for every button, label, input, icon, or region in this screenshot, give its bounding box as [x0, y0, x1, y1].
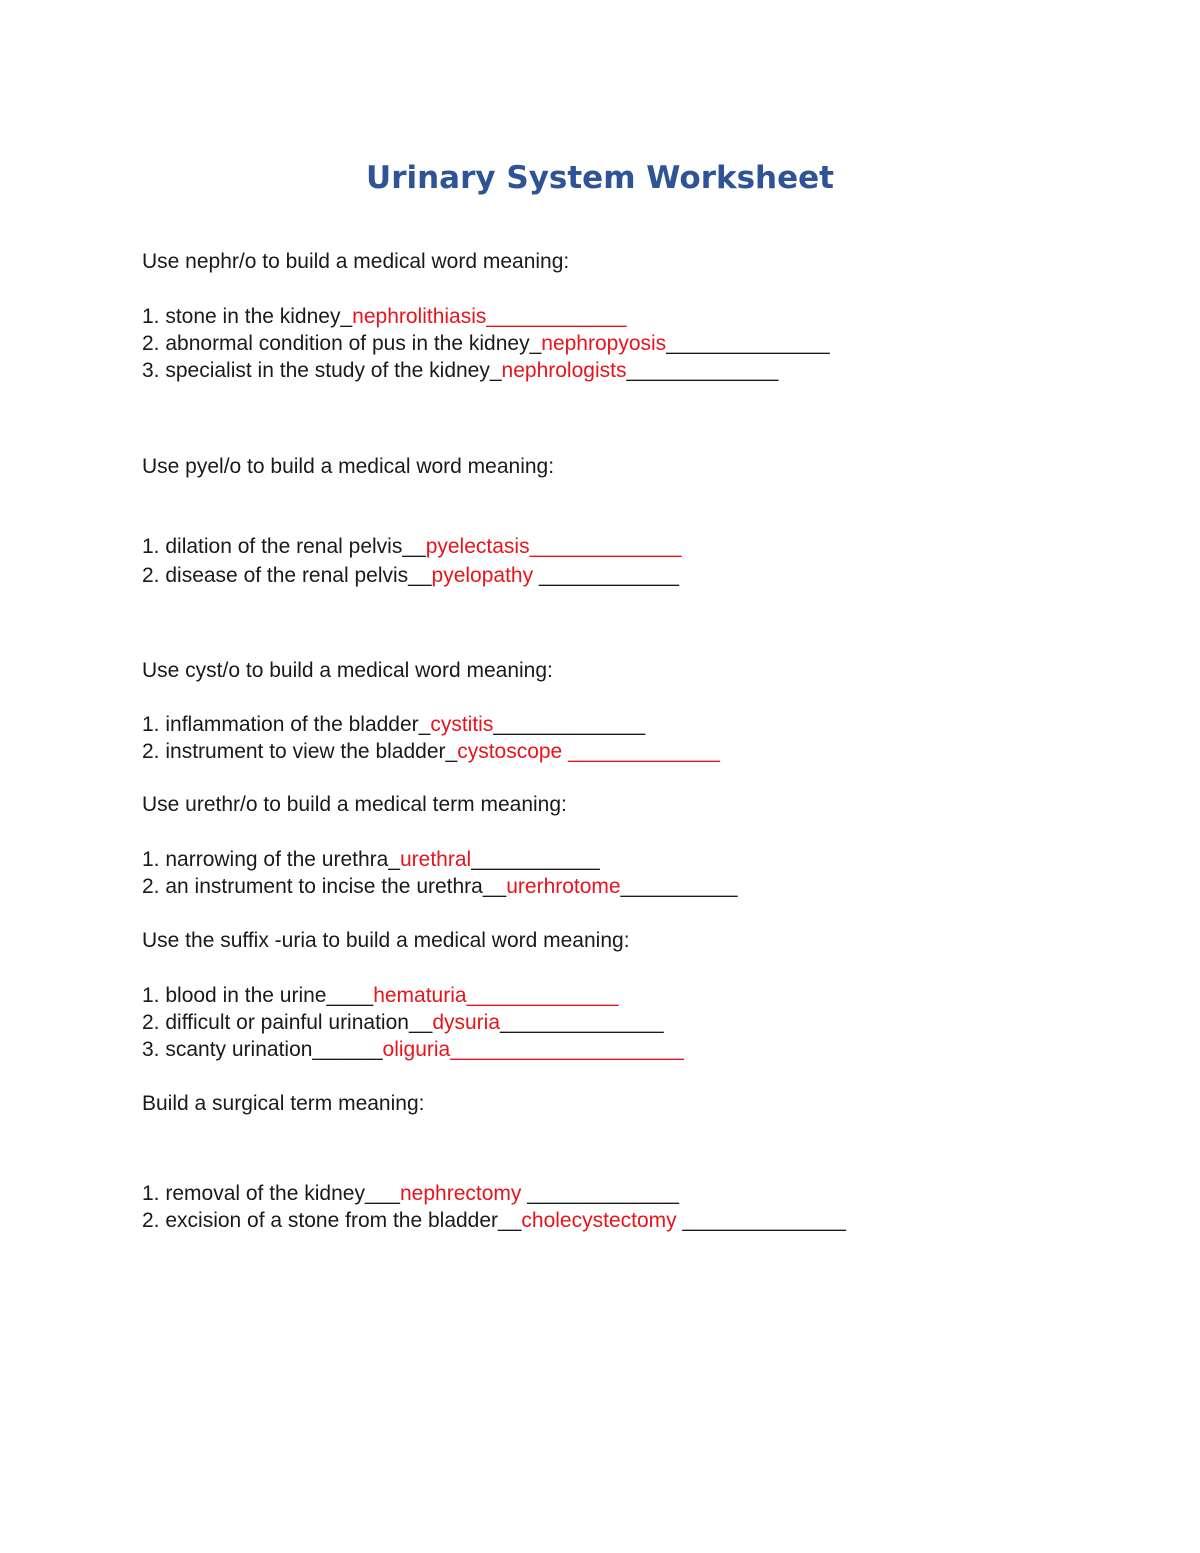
answer-text: cystitis — [430, 713, 494, 736]
answer-blank: ___________ — [471, 848, 600, 871]
answer-text: pyelectasis_____________ — [425, 535, 682, 558]
list-item — [142, 331, 830, 357]
answer-text: hematuria_____________ — [373, 984, 619, 1007]
answer-blank: ____________ — [533, 564, 680, 587]
answer-blank: __________ — [620, 875, 738, 898]
list-item — [142, 874, 737, 900]
item-text: 2. disease of the renal pelvis__ — [142, 564, 432, 587]
list-item — [142, 563, 679, 589]
list-item — [142, 358, 778, 384]
list-item — [142, 983, 618, 1009]
answer-blank: _____________ — [493, 713, 646, 736]
section-heading: Build a surgical term meaning: — [142, 1092, 425, 1115]
item-text: 1. blood in the urine____ — [142, 984, 374, 1007]
list-item — [142, 1181, 679, 1207]
answer-blank: ______________ — [676, 1209, 846, 1232]
section-heading: Use urethr/o to build a medical term meaning: — [142, 793, 567, 816]
answer-blank: ____________ — [486, 305, 627, 328]
list-item — [142, 739, 720, 765]
list-item — [142, 534, 681, 560]
answer-text: nephrectomy — [400, 1182, 522, 1205]
answer-text: dysuria — [432, 1011, 501, 1034]
item-text: 2. an instrument to incise the urethra__ — [142, 875, 507, 898]
answer-text: nephrologists — [501, 359, 627, 382]
section-heading: Use cyst/o to build a medical word meaning: — [142, 659, 553, 682]
section-heading: Use nephr/o to build a medical word meaning: — [142, 250, 570, 273]
answer-blank: _____________ — [521, 1182, 680, 1205]
item-text: 1. narrowing of the urethra_ — [142, 848, 400, 871]
item-text: 2. instrument to view the bladder_ — [142, 740, 458, 763]
answer-text: urethral — [400, 848, 472, 871]
item-text: 1. inflammation of the bladder_ — [142, 713, 431, 736]
item-text: 3. specialist in the study of the kidney_ — [142, 359, 502, 382]
section-heading: Use the suffix -uria to build a medical word meaning: — [142, 929, 630, 952]
answer-text: pyelopathy — [431, 564, 534, 587]
answer-text: urerhrotome — [506, 875, 621, 898]
answer-blank: ______________ — [500, 1011, 664, 1034]
section-heading: Use pyel/o to build a medical word meaning: — [142, 455, 555, 478]
item-text: 2. difficult or painful urination__ — [142, 1011, 433, 1034]
answer-text: oliguria____________________ — [382, 1038, 684, 1061]
answer-text: cystoscope _____________ — [457, 740, 720, 763]
answer-text: cholecystectomy — [521, 1209, 677, 1232]
item-text: 1. removal of the kidney___ — [142, 1182, 400, 1205]
item-text: 1. dilation of the renal pelvis__ — [142, 535, 426, 558]
item-text: 2. abnormal condition of pus in the kidney_ — [142, 332, 542, 355]
list-item — [142, 304, 627, 330]
item-text: 1. stone in the kidney_ — [142, 305, 353, 328]
answer-blank: ______________ — [666, 332, 830, 355]
list-item — [142, 1010, 664, 1036]
item-text: 3. scanty urination______ — [142, 1038, 383, 1061]
answer-blank: _____________ — [626, 359, 779, 382]
list-item — [142, 847, 600, 873]
list-item — [142, 1037, 684, 1063]
list-item — [142, 712, 645, 738]
list-item — [142, 1208, 846, 1234]
page-title: Urinary System Worksheet — [366, 160, 834, 196]
item-text: 2. excision of a stone from the bladder__ — [142, 1209, 522, 1232]
answer-text: nephropyosis — [541, 332, 667, 355]
answer-text: nephrolithiasis — [352, 305, 487, 328]
